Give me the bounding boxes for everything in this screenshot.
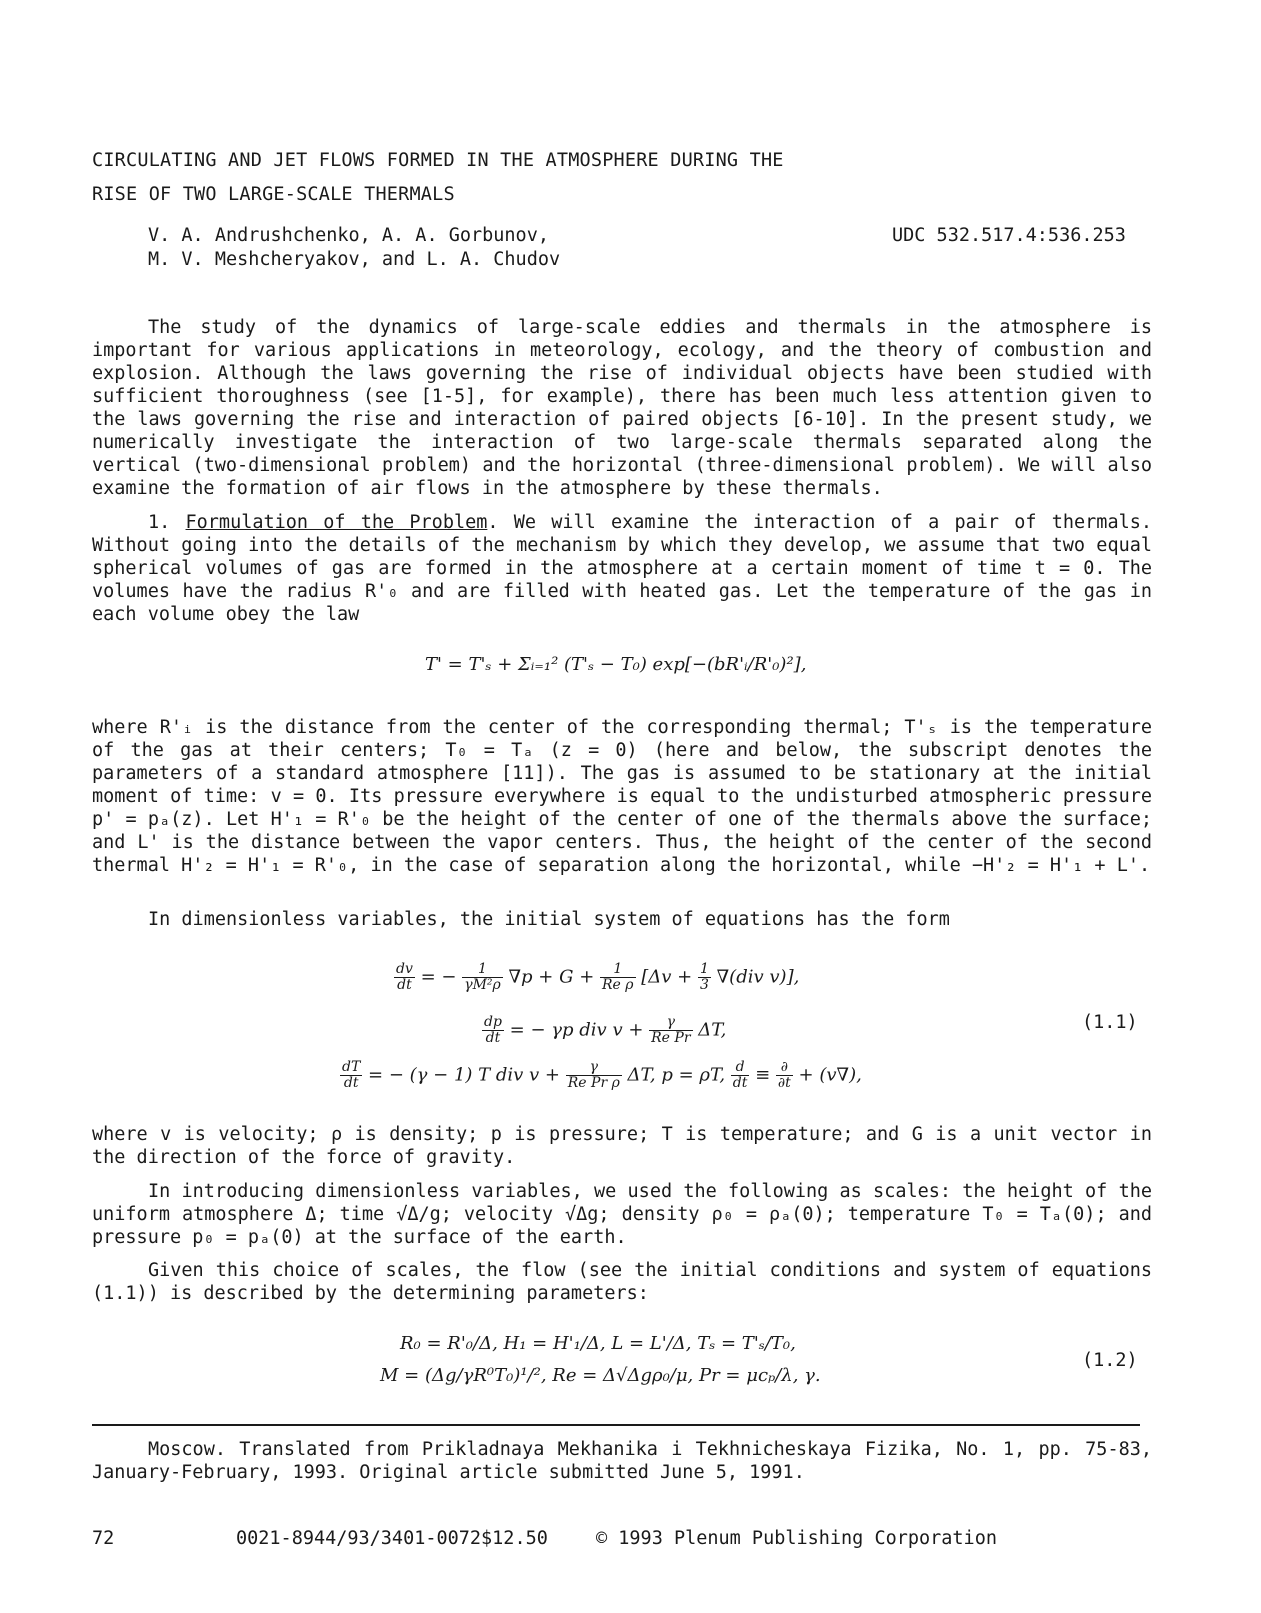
continuity-equation: $\frac{dp}{dt}$ = − γp div v + $\frac{\gamma}{\text{Re Pr}}$ ΔT, [484, 1014, 727, 1046]
title-line-1: CIRCULATING AND JET FLOWS FORMED IN THE ATMOSPHERE DURING THE [92, 150, 784, 171]
parameters-paragraph: Given this choice of scales, the flow (see the initial conditions and system of equations (1.1)) is described by the determining parameters: [92, 1260, 1152, 1304]
equation-number-1-1: (1.1) [1082, 1012, 1138, 1033]
variables-paragraph: where v is velocity; ρ is density; p is pressure; T is temperature; and G is a unit vector in the direction of the force of gravity. [92, 1124, 1152, 1168]
formulation-text: . We will examine the interaction of a pair of thermals. Without going into the details of the mechanism by which they develop, we assume that two equal spherical volumes of gas are formed in the atmosphere at a certain moment of time t = 0. The volumes have the radius R'₀ and are filled with heated gas. Let the temperature of the gas in each volume obey the law [92, 512, 1152, 625]
temperature-law-equation: T' = T'ₛ + Σᵢ₌₁² (T'ₛ − T₀) exp[−(bR'ᵢ/R'₀)²], [425, 654, 807, 675]
copyright-notice: © 1993 Plenum Publishing Corporation [596, 1528, 997, 1549]
author-list [148, 224, 560, 272]
formulation-paragraph [92, 511, 1152, 626]
scales-paragraph: In introducing dimensionless variables, we used the following as scales: the height of the uniform atmosphere Δ; time √Δ/g; velocity √Δg; density ρ₀ = ρₐ(0); temperature T₀ = Tₐ(0); and pressure p₀ = pₐ(0) at the surface of the earth. [92, 1181, 1152, 1248]
equation-number-1-2: (1.2) [1082, 1350, 1138, 1371]
authors-line-1: V. A. Andrushchenko, A. A. Gorbunov, [148, 225, 549, 246]
energy-equation: $\frac{dT}{dt}$ = − (γ − 1) T div v + $\frac{\gamma}{\text{Re Pr ρ}}$ ΔT, p = ρT, $\frac{d}{dt}$ ≡ $\frac{\partial}{\partial t}$ + (v∇), [342, 1059, 862, 1091]
footnote-divider [92, 1424, 1140, 1426]
definitions-paragraph: where R'ᵢ is the distance from the center of the corresponding thermal; T'ₛ is the temperature of the gas at their centers; T₀ = Tₐ (z = 0) (here and below, the subscript denotes the parameters of a standard atmosphere [11]). The gas is assumed to be stationary at the initial moment of time: v = 0. Its pressure everywhere is equal to the undisturbed atmospheric pressure p' = pₐ(z). Let H'₁ = R'₀ be the height of the center of one of the thermals above the surface; and L' is the distance between the vapor centers. Thus, the height of the center of the second thermal H'₂ = H'₁ = R'₀, in the case of separation along the horizontal, while −H'₂ = H'₁ + L'. [92, 717, 1152, 876]
translation-footnote: Moscow. Translated from Prikladnaya Mekhanika i Tekhnicheskaya Fizika, No. 1, pp. 75-83, January-February, 1993. Original article submitted June 5, 1991. [92, 1439, 1152, 1483]
momentum-equation: $\frac{dv}{dt}$ = − $\frac{1}{\text{γM²ρ}}$ ∇p + G + $\frac{1}{\text{Re ρ}}$ [Δv + $\frac{1}{3}$ ∇(div v)], [396, 961, 800, 993]
section-heading: Formulation of the Problem [185, 512, 488, 533]
parameters-equation-line-2: M = (Δg/γR⁰T₀)¹/², Re = Δ√Δgρ₀/μ, Pr = μcₚ/λ, γ. [380, 1365, 821, 1386]
section-number: 1. [148, 512, 171, 533]
parameters-equation-line-1: R₀ = R'₀/Δ, H₁ = H'₁/Δ, L = L'/Δ, Tₛ = T'ₛ/T₀, [400, 1333, 796, 1354]
page-number: 72 [92, 1528, 115, 1549]
udc-code: UDC 532.517.4:536.253 [892, 225, 1126, 246]
title-line-2: RISE OF TWO LARGE-SCALE THERMALS [92, 184, 455, 205]
intro-paragraph: The study of the dynamics of large-scale eddies and thermals in the atmosphere is important for various applications in meteorology, ecology, and the theory of combustion and explosion. Although the laws governing the rise of individual objects have been studied with sufficient thoroughness (see [1-5], for example), there has been much less attention given to the laws governing the rise and interaction of paired objects [6-10]. In the present study, we numerically investigate the interaction of two large-scale thermals separated along the vertical (two-dimensional problem) and the horizontal (three-dimensional problem). We will also examine the formation of air flows in the atmosphere by these thermals. [92, 317, 1152, 499]
authors-line-2: M. V. Meshcheryakov, and L. A. Chudov [148, 249, 561, 270]
dimensionless-paragraph: In dimensionless variables, the initial system of equations has the form [148, 909, 950, 930]
article-code: 0021-8944/93/3401-0072$12.50 [236, 1528, 548, 1549]
paper-title [92, 144, 784, 212]
